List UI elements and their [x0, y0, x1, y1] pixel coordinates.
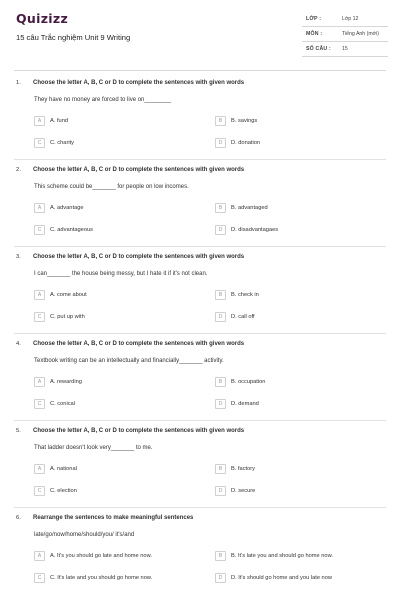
question-number: 1. [16, 80, 21, 86]
question-text: I can_______ the house being messy, but I hate it if it's not clean. [34, 271, 208, 277]
option-text: C. conical [50, 401, 75, 407]
header-divider [14, 70, 386, 71]
option-letter-box: C [34, 486, 45, 496]
option-letter-box: A [34, 464, 45, 474]
option-b[interactable] [215, 377, 385, 389]
option-letter-box: B [215, 377, 226, 387]
option-b[interactable] [215, 203, 385, 215]
question-number: 5. [16, 428, 21, 434]
worksheet-header [0, 0, 400, 72]
option-d[interactable] [215, 399, 385, 411]
question-number: 6. [16, 515, 21, 521]
option-letter-box: D [215, 312, 226, 322]
option-c[interactable] [34, 573, 204, 585]
question-6 [0, 515, 400, 600]
question-1 [0, 80, 400, 166]
option-c[interactable] [34, 399, 204, 411]
option-letter-box: B [215, 116, 226, 126]
question-instruction: Choose the letter A, B, C or D to complete the sentences with given words [33, 254, 245, 260]
option-text: A. come about [50, 292, 87, 298]
option-text: A. rewarding [50, 379, 82, 385]
option-text: A. advantage [50, 205, 84, 211]
question-instruction: Choose the letter A, B, C or D to complete the sentences with given words [33, 167, 245, 173]
question-number: 2. [16, 167, 21, 173]
option-b[interactable] [215, 464, 385, 476]
option-c[interactable] [34, 486, 204, 498]
question-text: They have no money are forced to live on________ [34, 97, 172, 103]
option-text: C. It's late and you should go home now. [50, 575, 153, 581]
option-letter-box: D [215, 399, 226, 409]
option-letter-box: B [215, 551, 226, 561]
question-2 [0, 167, 400, 253]
question-text: This scheme could be_______ for people on low incomes. [34, 184, 189, 190]
option-a[interactable] [34, 377, 204, 389]
meta-label: SỐ CÂU : [306, 46, 331, 52]
option-letter-box: C [34, 138, 45, 148]
option-c[interactable] [34, 312, 204, 324]
meta-value: Lớp 12 [342, 16, 359, 22]
option-text: B. savings [231, 118, 258, 124]
option-letter-box: B [215, 203, 226, 213]
option-letter-box: B [215, 464, 226, 474]
question-divider [14, 246, 386, 247]
meta-value: Tiếng Anh (mới) [342, 31, 379, 37]
question-divider [14, 159, 386, 160]
meta-row-grade [302, 12, 388, 27]
question-divider [14, 507, 386, 508]
option-letter-box: D [215, 225, 226, 235]
question-3 [0, 254, 400, 340]
option-c[interactable] [34, 138, 204, 150]
option-letter-box: D [215, 486, 226, 496]
option-text: A. It's you should go late and home now. [50, 553, 152, 559]
question-instruction: Choose the letter A, B, C or D to complete the sentences with given words [33, 428, 245, 434]
question-divider [14, 333, 386, 334]
option-a[interactable] [34, 203, 204, 215]
option-b[interactable] [215, 116, 385, 128]
option-text: C. election [50, 488, 77, 494]
worksheet-meta-table [302, 12, 388, 57]
option-a[interactable] [34, 290, 204, 302]
meta-row-subject [302, 27, 388, 42]
question-divider [14, 420, 386, 421]
option-b[interactable] [215, 551, 385, 563]
question-4 [0, 341, 400, 427]
meta-label: LỚP : [306, 16, 322, 22]
option-text: B. occupation [231, 379, 266, 385]
option-c[interactable] [34, 225, 204, 237]
option-text: B. check in [231, 292, 259, 298]
quizizz-logo[interactable]: Quizizz [16, 11, 69, 26]
option-text: B. factory [231, 466, 256, 472]
option-letter-box: A [34, 377, 45, 387]
question-number: 3. [16, 254, 21, 260]
question-number: 4. [16, 341, 21, 347]
meta-label: MÔN : [306, 31, 323, 37]
option-text: D. donation [231, 140, 261, 146]
option-letter-box: C [34, 225, 45, 235]
option-b[interactable] [215, 290, 385, 302]
option-a[interactable] [34, 116, 204, 128]
option-letter-box: A [34, 551, 45, 561]
option-letter-box: D [215, 573, 226, 583]
option-d[interactable] [215, 486, 385, 498]
option-text: D. call off [231, 314, 255, 320]
question-text: That ladder doesn't look very_______ to me. [34, 445, 153, 451]
option-letter-box: C [34, 399, 45, 409]
option-text: B. It's late you and should go home now. [231, 553, 333, 559]
option-d[interactable] [215, 225, 385, 237]
question-text: Textbook writing can be an intellectually and financially_______ activity. [34, 358, 224, 364]
option-text: A. fund [50, 118, 69, 124]
option-d[interactable] [215, 573, 385, 585]
meta-row-count [302, 42, 388, 57]
option-text: C. charity [50, 140, 75, 146]
option-text: D. secure [231, 488, 256, 494]
option-text: A. national [50, 466, 77, 472]
option-text: D. demand [231, 401, 259, 407]
option-letter-box: D [215, 138, 226, 148]
option-a[interactable] [34, 464, 204, 476]
option-letter-box: A [34, 290, 45, 300]
question-5 [0, 428, 400, 514]
option-d[interactable] [215, 312, 385, 324]
option-letter-box: C [34, 312, 45, 322]
question-text: late/go/now/home/should/you/ it's/and [34, 532, 135, 538]
question-instruction: Choose the letter A, B, C or D to complete the sentences with given words [33, 341, 245, 347]
option-text: C. put up with [50, 314, 85, 320]
option-letter-box: C [34, 573, 45, 583]
meta-value: 15 [342, 46, 348, 52]
worksheet-title: 15 câu Trắc nghiệm Unit 9 Writing [16, 33, 131, 42]
option-text: B. advantaged [231, 205, 268, 211]
option-a[interactable] [34, 551, 204, 563]
option-letter-box: B [215, 290, 226, 300]
question-instruction: Rearrange the sentences to make meaningful sentences [33, 515, 194, 521]
option-text: C. advantageous [50, 227, 94, 233]
option-letter-box: A [34, 203, 45, 213]
option-d[interactable] [215, 138, 385, 150]
option-text: D. disadvantagaes [231, 227, 279, 233]
option-letter-box: A [34, 116, 45, 126]
question-instruction: Choose the letter A, B, C or D to complete the sentences with given words [33, 80, 245, 86]
option-text: D. It's should go home and you late now [231, 575, 332, 581]
